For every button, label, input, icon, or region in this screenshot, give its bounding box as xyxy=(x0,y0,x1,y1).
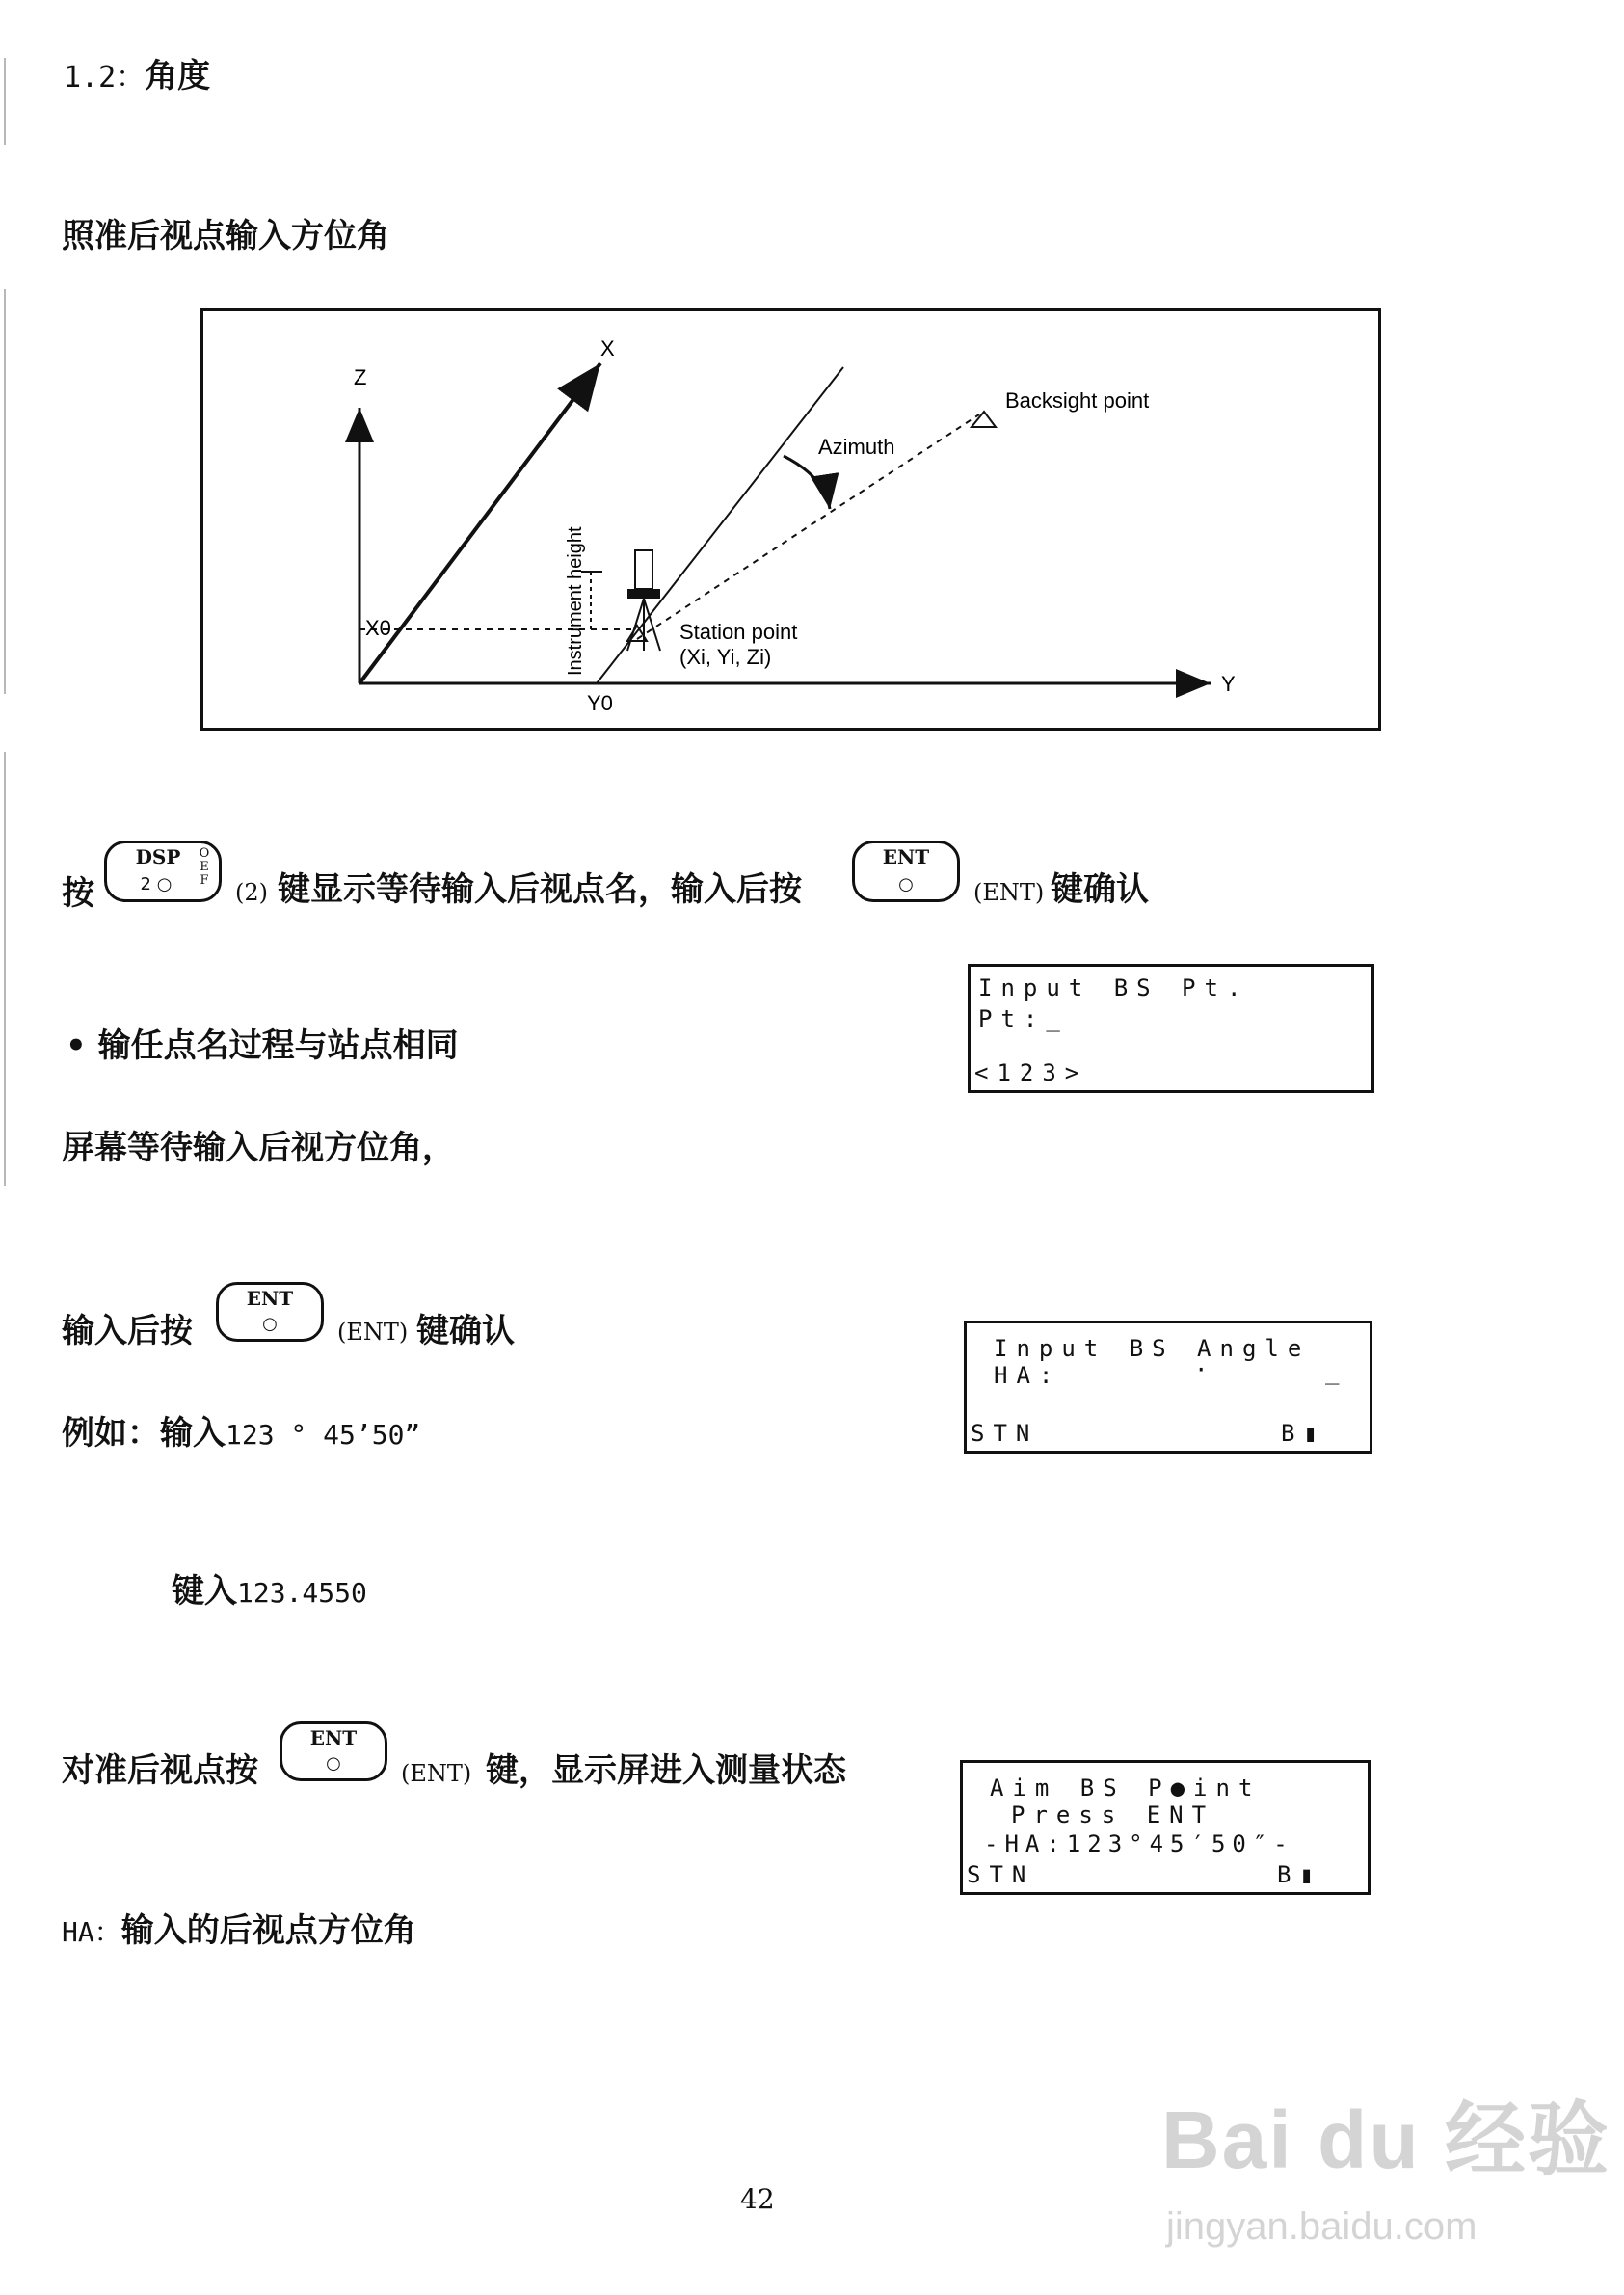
step2-text: 输入后按 xyxy=(62,1312,193,1350)
station-coords-label: (Xi, Yi, Zi) xyxy=(679,645,772,669)
ent-key-label: ENT xyxy=(246,1287,294,1310)
section-title: 角度 xyxy=(145,57,211,95)
margin-mark xyxy=(4,289,6,694)
lcd-aim-bs-point xyxy=(960,1760,1371,1895)
step1-num: (2) xyxy=(235,879,268,906)
ent-label: (ENT) xyxy=(973,879,1045,906)
ha-label: HA： xyxy=(62,1916,121,1948)
lcd1-line2: Pt:_ xyxy=(978,1005,1069,1032)
backsight-line xyxy=(637,414,979,639)
section-number: 1.2： xyxy=(64,61,146,94)
lcd3-line4-left: STN xyxy=(967,1861,1035,1888)
ent-key-symbol: ○ xyxy=(898,874,914,894)
key-in-line xyxy=(172,1572,367,1611)
screen-wait-text: 屏幕等待输入后视方位角， xyxy=(62,1129,455,1167)
dsp-key-top: DSP xyxy=(135,845,181,868)
baidu-watermark: Bai du 经验 xyxy=(1161,2095,1611,2185)
step3-rest: 键，显示屏进入测量状态 xyxy=(486,1751,846,1790)
lcd3-line2: Press ENT xyxy=(1011,1801,1215,1828)
dsp-key-side: OEF xyxy=(199,846,210,888)
coordinate-diagram xyxy=(200,308,1381,731)
lcd1-line3: <123> xyxy=(974,1059,1088,1086)
axis-z-label: Z xyxy=(354,365,367,389)
watermark-url: jingyan.baidu.com xyxy=(1166,2205,1478,2248)
axis-x-label: X xyxy=(600,336,615,360)
diagram-svg xyxy=(203,311,1378,728)
bullet-note: • 输任点名过程与站点相同 xyxy=(66,1027,459,1065)
ent-label: (ENT) xyxy=(337,1319,409,1346)
azimuth-label: Azimuth xyxy=(818,435,895,459)
step1-confirm: 键确认 xyxy=(1051,870,1149,909)
lcd-input-bs-pt xyxy=(968,964,1374,1093)
lcd2-line2-end: _ xyxy=(1325,1358,1348,1385)
y0-label: Y0 xyxy=(587,691,613,715)
ha-text: 输入的后视点方位角 xyxy=(120,1911,416,1950)
intro-text: 照准后视点输入方位角 xyxy=(62,217,389,255)
backsight-triangle xyxy=(972,412,996,427)
key-in-value: 123.4550 xyxy=(237,1577,367,1609)
instrument-height-label: Instrument height xyxy=(565,526,586,676)
lcd-input-bs-angle xyxy=(964,1321,1372,1454)
lcd1-line1: Input BS Pt. xyxy=(978,974,1250,1001)
lcd2-line2-dot: · xyxy=(1194,1356,1217,1383)
lcd3-line4-right: B▮ xyxy=(1277,1861,1322,1888)
example-value: 123 ° 45’50” xyxy=(226,1419,421,1451)
ent-key-label: ENT xyxy=(309,1726,358,1749)
page-number: 42 xyxy=(740,2183,775,2215)
lcd2-line3-right: B▮ xyxy=(1281,1420,1326,1447)
margin-mark xyxy=(4,58,6,145)
example-line xyxy=(62,1414,421,1453)
step2-confirm: 键确认 xyxy=(416,1312,515,1350)
dsp-key xyxy=(104,841,222,902)
lcd2-line1: Input BS Angle xyxy=(994,1335,1311,1362)
ent-key xyxy=(280,1721,387,1781)
lcd2-line2: HA: xyxy=(994,1362,1062,1389)
ent-label: (ENT) xyxy=(401,1760,472,1787)
dsp-key-bottom: 2 ○ xyxy=(140,874,173,894)
example-label: 例如：输入 xyxy=(62,1414,226,1453)
ent-key-symbol: ○ xyxy=(262,1314,278,1334)
lcd3-line1: Aim BS P●int xyxy=(990,1775,1262,1801)
backsight-label: Backsight point xyxy=(1005,388,1150,413)
ha-note xyxy=(62,1911,416,1950)
ent-key xyxy=(852,841,960,902)
ent-key xyxy=(216,1282,324,1342)
step1-text: 键显示等待输入后视点名，输入后按 xyxy=(278,870,802,909)
step1-press: 按 xyxy=(62,874,94,913)
axis-y-label: Y xyxy=(1221,672,1236,696)
section-heading xyxy=(64,57,211,95)
key-in-label: 键入 xyxy=(172,1572,237,1611)
lcd3-line3: -HA:123°45′50″- xyxy=(984,1830,1294,1857)
azimuth-arc xyxy=(784,456,830,509)
ent-key-label: ENT xyxy=(882,845,930,868)
step3-text: 对准后视点按 xyxy=(62,1751,258,1790)
lcd2-line3-left: STN xyxy=(971,1420,1039,1447)
x0-label: X0 xyxy=(365,616,391,640)
margin-mark xyxy=(4,752,6,1186)
station-point-label: Station point xyxy=(679,620,798,644)
ent-key-symbol: ○ xyxy=(326,1753,341,1774)
